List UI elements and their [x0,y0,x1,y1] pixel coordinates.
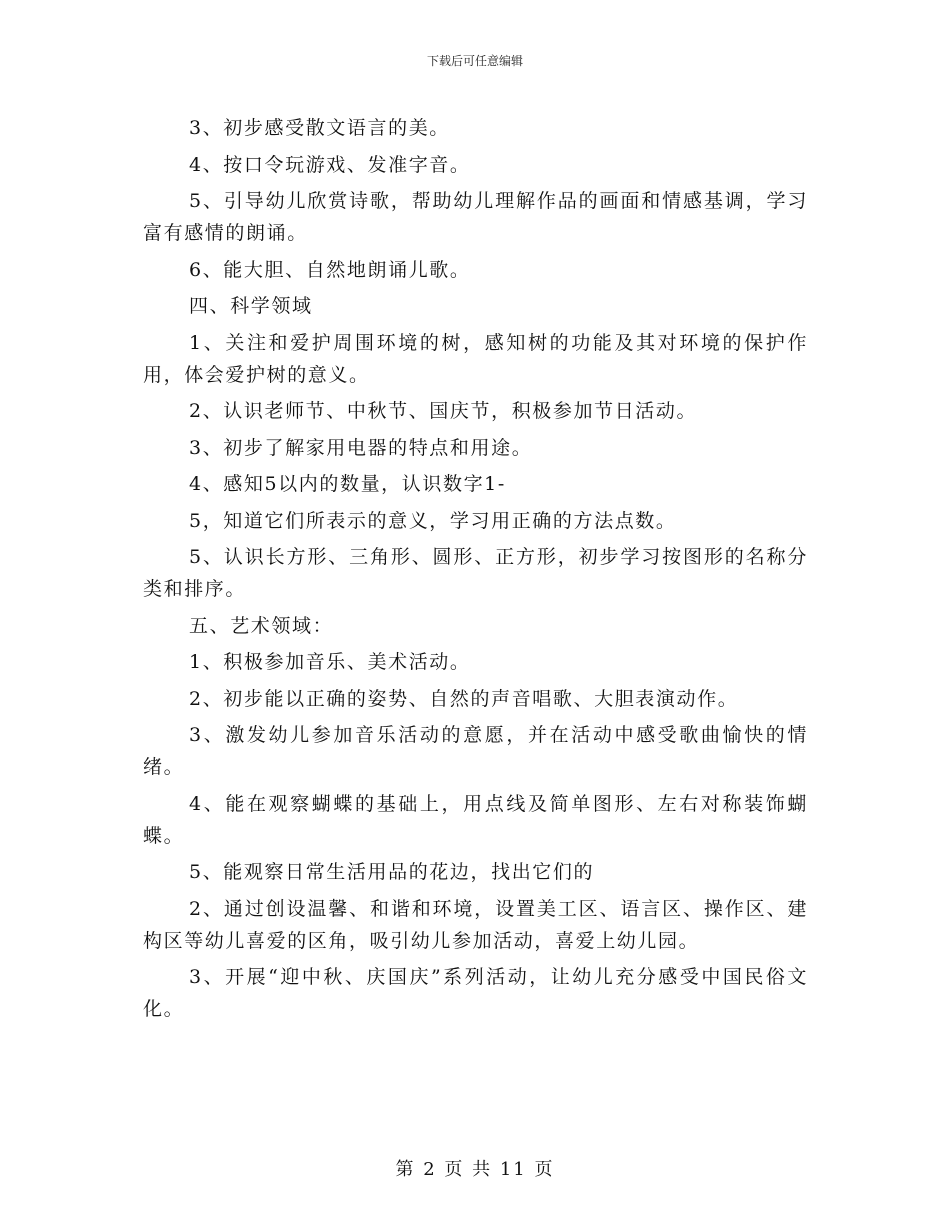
paragraph: 5、能观察日常生活用品的花边，找出它们的 [189,861,595,883]
paragraph: 3、初步了解家用电器的特点和用途。 [189,436,533,459]
paragraph: 4、感知5以内的数量，认识数字1- [189,473,506,495]
paragraph: 3、激发幼儿参加音乐活动的意愿，并在活动中感受歌曲愉快的情绪。 [143,724,808,778]
page-header: 下载后可任意编辑 [426,54,523,68]
paragraph: 1、积极参加音乐、美术活动。 [189,651,471,673]
section-heading-science: 四、科学领域 [189,295,313,317]
paragraph: 5，知道它们所表示的意义，学习用正确的方法点数。 [189,509,677,532]
paragraph: 4、能在观察蝴蝶的基础上，用点线及简单图形、左右对称装饰蝴蝶。 [143,792,808,847]
paragraph: 1、关注和爱护周围环境的树，感知树的功能及其对环境的保护作用，体会爱护树的意义。 [143,331,808,386]
paragraph: 3、开展“迎中秋、庆国庆”系列活动，让幼儿充分感受中国民俗文化。 [143,966,808,1020]
paragraph: 2、认识老师节、中秋节、国庆节，积极参加节日活动。 [189,400,698,422]
paragraph: 2、通过创设温馨、和谐和环境，设置美工区、语言区、操作区、建构区等幼儿喜爱的区角，吸引幼儿参加活动，喜爱上幼儿园。 [143,897,808,952]
paragraph: 5、认识长方形、三角形、圆形、正方形，初步学习按图形的名称分类和排序。 [143,546,808,600]
paragraph: 4、按口令玩游戏、发准字音。 [189,153,471,176]
paragraph: 2、初步能以正确的姿势、自然的声音唱歌、大胆表演动作。 [189,687,739,710]
page-footer: 第 2 页 共 11 页 [395,1159,555,1180]
paragraph: 6、能大胆、自然地朗诵儿歌。 [189,258,471,281]
section-heading-art: 五、艺术领域： [189,614,334,637]
paragraph: 3、初步感受散文语言的美。 [189,117,450,139]
document-body [143,112,808,1025]
paragraph: 5、引导幼儿欣赏诗歌，帮助幼儿理解作品的画面和情感基调，学习富有感情的朗诵。 [143,190,808,244]
